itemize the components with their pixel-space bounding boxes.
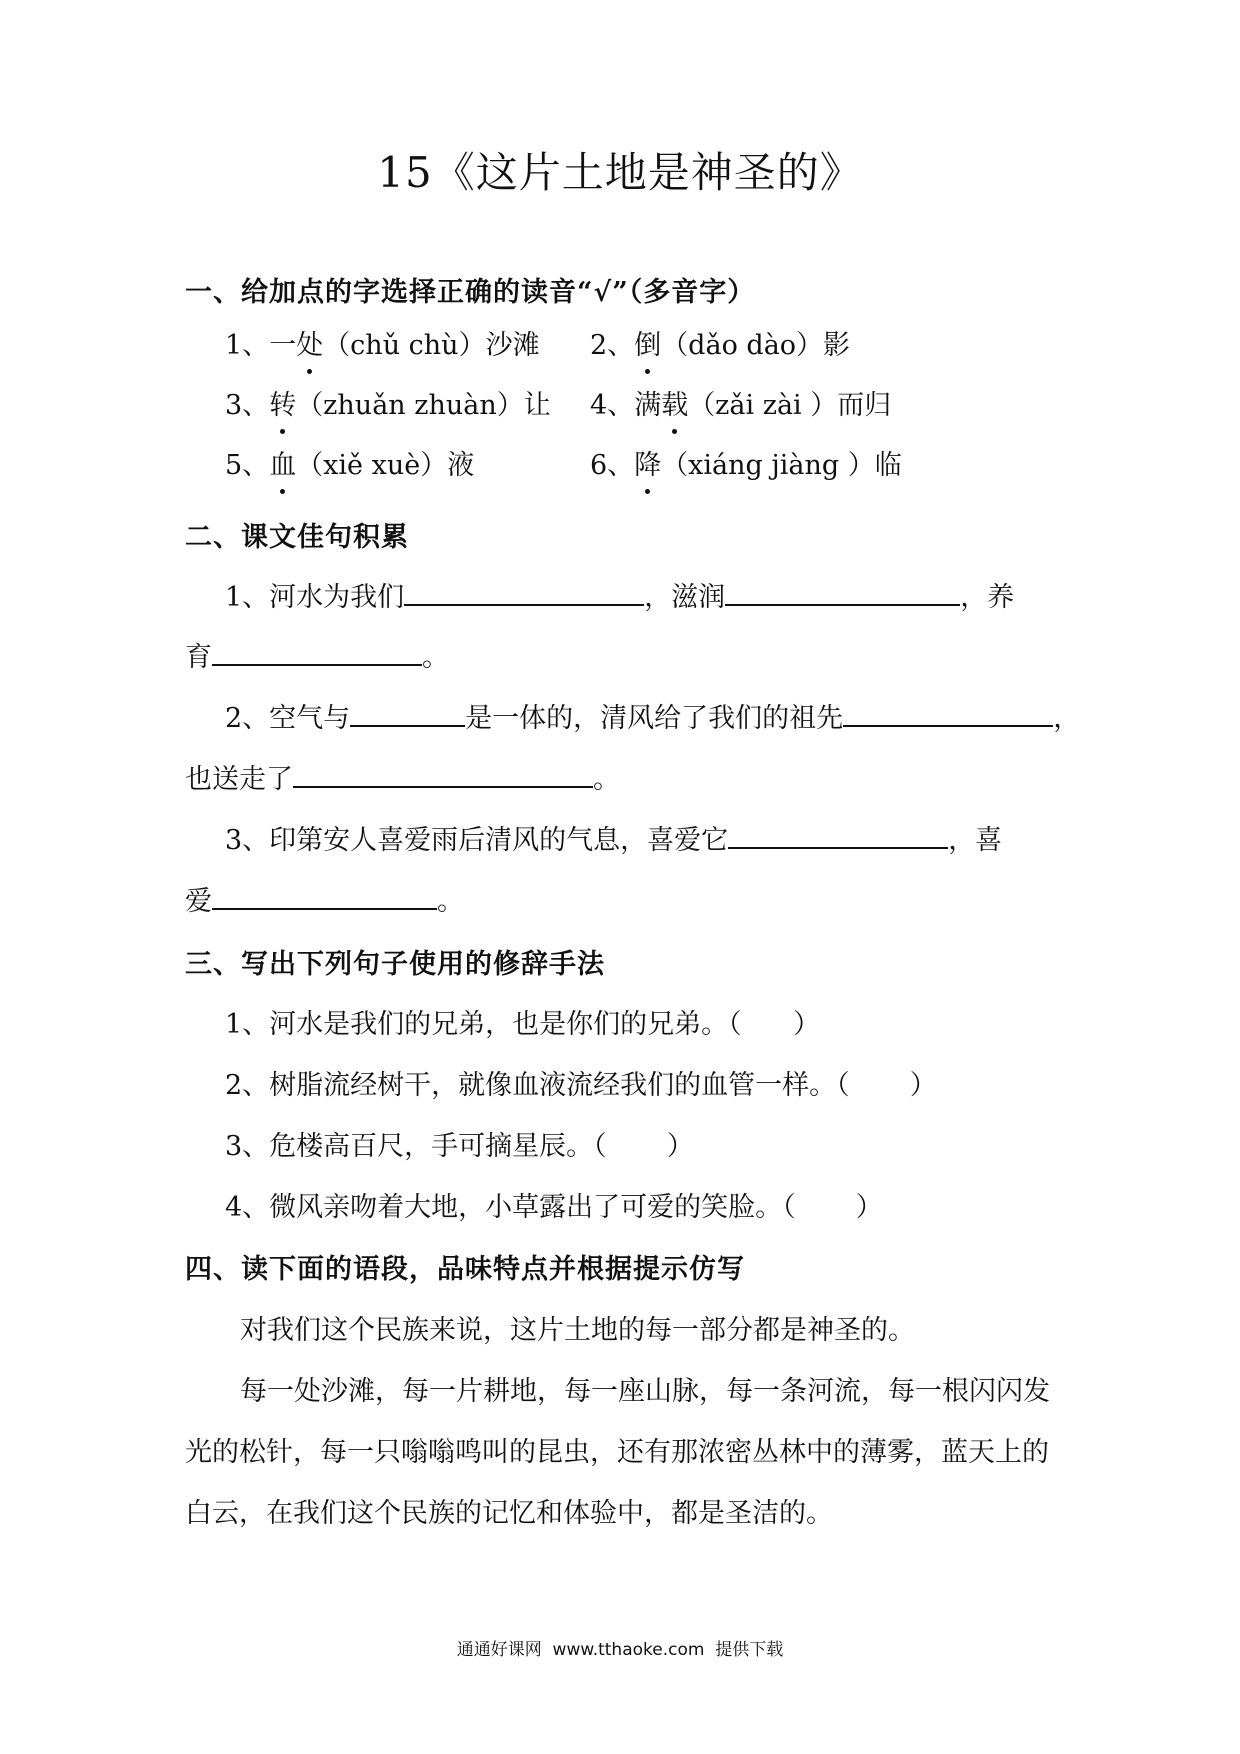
answer-blank[interactable] — [212, 880, 437, 910]
section2-heading: 二、课文佳句积累 — [185, 522, 409, 553]
sentence-1-line-1: 1、河水为我们 ，滋润 ，养 — [225, 575, 1014, 614]
section3-heading: 三、写出下列句子使用的修辞手法 — [185, 949, 605, 980]
sentence-1-line-2: 育 。 — [185, 635, 449, 674]
answer-blank[interactable] — [293, 758, 593, 788]
passage-paragraph-2-line-1: 每一处沙滩，每一片耕地，每一座山脉，每一条河流，每一根闪闪发 — [240, 1376, 1050, 1407]
dotted-char: 转 — [269, 383, 296, 422]
pinyin-item-2: 2、倒（dǎo dào）影 — [590, 323, 850, 362]
answer-blank[interactable] — [404, 576, 644, 606]
page-footer: 通通好课网 www.tthaoke.com 提供下载 — [456, 1640, 784, 1660]
dotted-char: 血 — [269, 443, 296, 482]
pinyin-item-4: 4、满载（zǎi zài ）而归 — [590, 383, 891, 422]
rhetoric-item-1: 1、河水是我们的兄弟，也是你们的兄弟。（ ） — [225, 1009, 821, 1040]
section1-heading: 一、给加点的字选择正确的读音“√”（多音字） — [185, 277, 756, 308]
pinyin-item-6: 6、降（xiáng jiàng ）临 — [590, 443, 902, 482]
pinyin-item-3: 3、转（zhuǎn zhuàn）让 — [225, 383, 551, 422]
answer-blank[interactable] — [350, 697, 465, 727]
answer-blank[interactable] — [212, 636, 422, 666]
dotted-char: 处 — [296, 323, 323, 362]
page-title: 15《这片土地是神圣的》 — [377, 148, 863, 197]
answer-blank[interactable] — [728, 819, 948, 849]
passage-paragraph-1: 对我们这个民族来说，这片土地的每一部分都是神圣的。 — [240, 1315, 915, 1346]
rhetoric-item-2: 2、树脂流经树干，就像血液流经我们的血管一样。（ ） — [225, 1070, 937, 1101]
answer-blank[interactable] — [725, 576, 960, 606]
rhetoric-item-3: 3、危楼高百尺，手可摘星辰。（ ） — [225, 1131, 694, 1162]
pinyin-item-5: 5、血（xiě xuè）液 — [225, 443, 474, 482]
dotted-char: 倒 — [634, 323, 661, 362]
sentence-3-line-2: 爱 。 — [185, 879, 464, 918]
answer-blank[interactable] — [843, 697, 1053, 727]
passage-paragraph-2-line-3: 白云，在我们这个民族的记忆和体验中，都是圣洁的。 — [185, 1498, 833, 1529]
passage-paragraph-2-line-2: 光的松针，每一只嗡嗡鸣叫的昆虫，还有那浓密丛林中的薄雾，蓝天上的 — [185, 1437, 1049, 1468]
section4-heading: 四、读下面的语段，品味特点并根据提示仿写 — [185, 1254, 745, 1285]
dotted-char: 载 — [661, 383, 688, 422]
sentence-2-line-1: 2、空气与 是一体的，清风给了我们的祖先 ， — [225, 696, 1080, 735]
sentence-2-line-2: 也送走了 。 — [185, 757, 620, 796]
dotted-char: 降 — [634, 443, 661, 482]
sentence-3-line-1: 3、印第安人喜爱雨后清风的气息，喜爱它 ，喜 — [225, 818, 1002, 857]
rhetoric-item-4: 4、微风亲吻着大地，小草露出了可爱的笑脸。（ ） — [225, 1192, 883, 1223]
pinyin-item-1: 1、一处（chǔ chù）沙滩 — [225, 323, 540, 362]
